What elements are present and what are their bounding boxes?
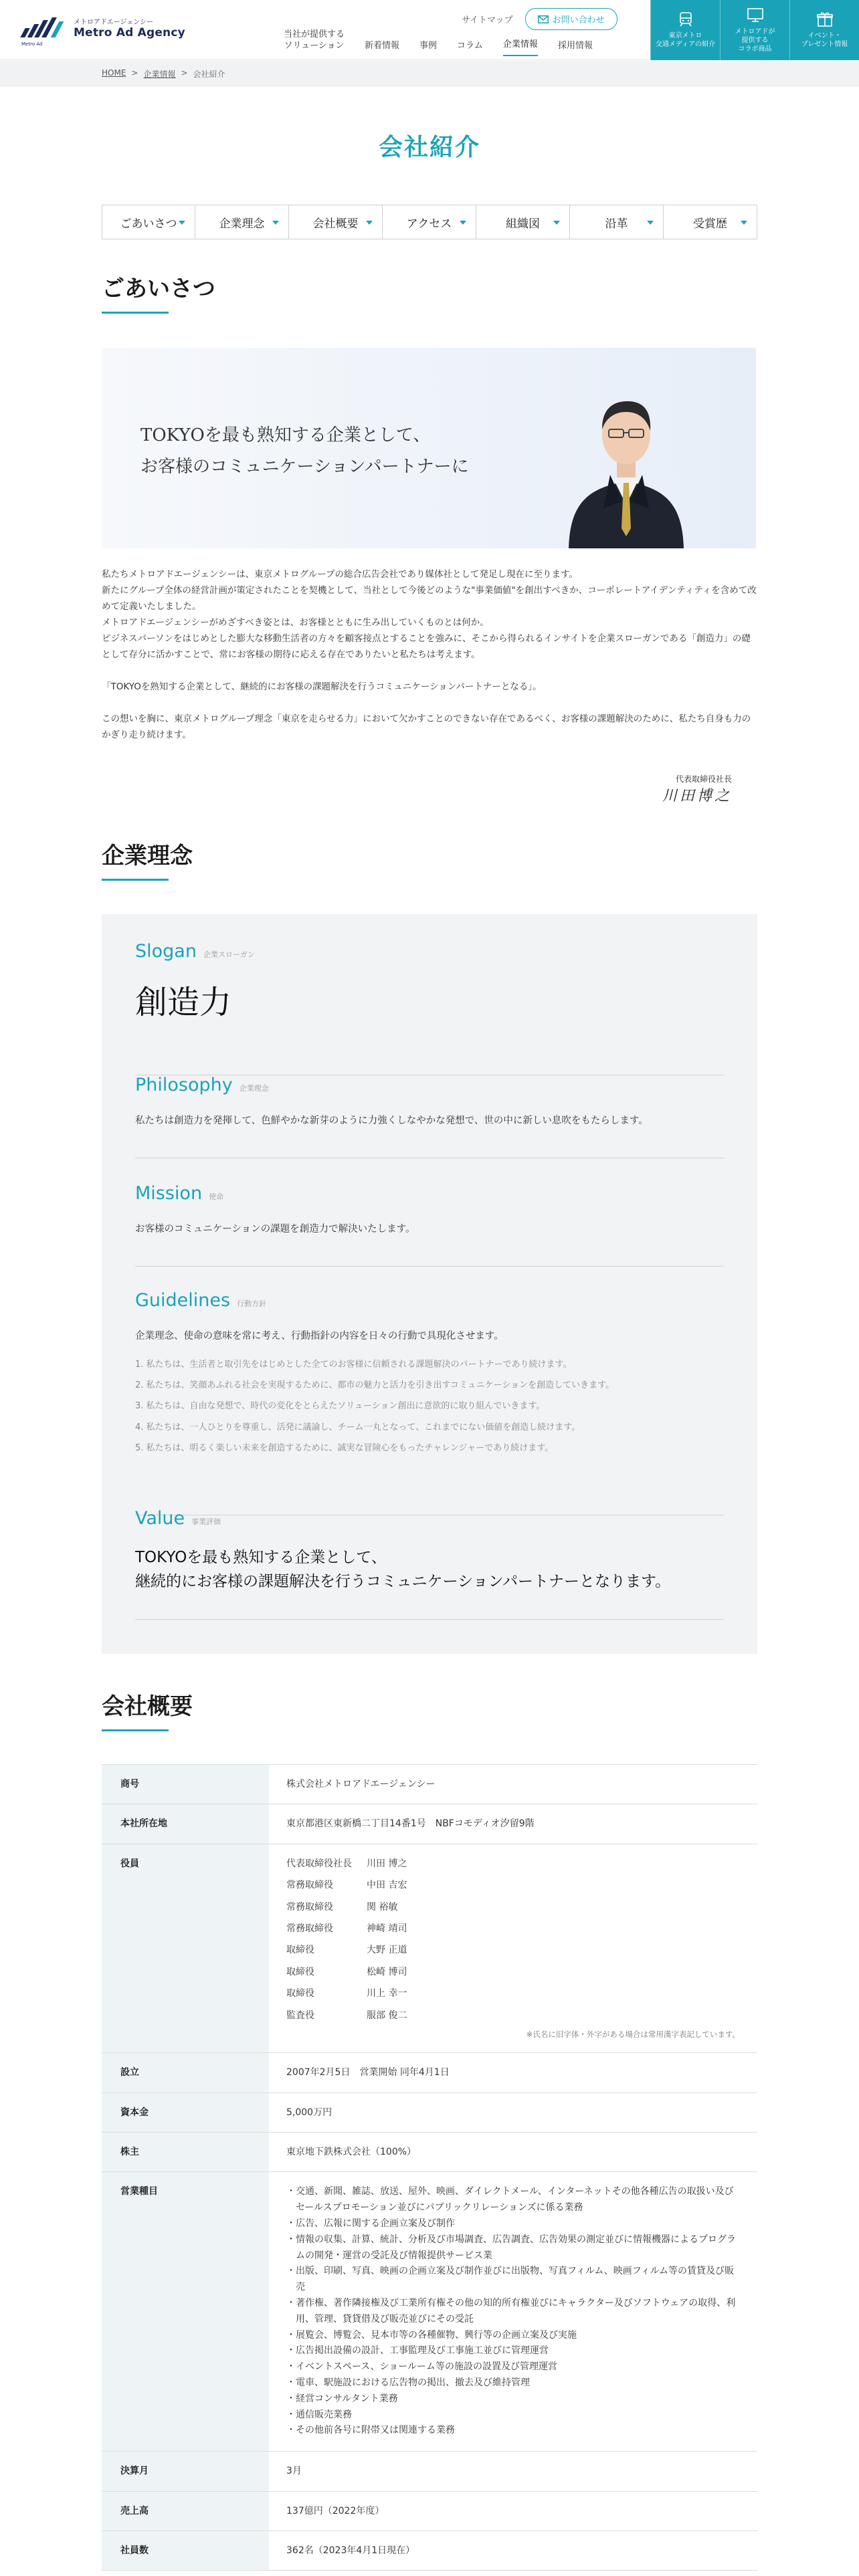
row-value: 3月 (286, 2466, 302, 2477)
profile-heading (102, 1688, 193, 1721)
officers-list (286, 1856, 740, 2023)
nav-recruit[interactable]: 採用情報 (557, 41, 593, 51)
chevron-down-icon (366, 221, 373, 225)
officer-title: 常務取締役 (286, 1901, 333, 1913)
officer-name: 川田 博之 (367, 1858, 407, 1869)
slogan-block (135, 941, 724, 1023)
greeting-body (102, 566, 757, 743)
table-row (102, 2053, 757, 2092)
table-row (102, 2531, 757, 2571)
signature-role: 代表取締役社長 (676, 774, 733, 784)
gift-icon (816, 11, 834, 27)
list-item: ・通信販売業務 (286, 2409, 352, 2420)
table-row (102, 2172, 757, 2452)
tab-profile[interactable] (289, 205, 383, 239)
officer-name: 神崎 靖司 (367, 1923, 407, 1934)
row-value: 362名（2023年4月1日現在） (286, 2545, 415, 2556)
value-line-2: 継続的にお客様の課題解決を行うコミュニケーションパートナーとなります。 (135, 1572, 671, 1590)
nav-solutions[interactable] (284, 29, 345, 56)
hero-line-1: TOKYOを最も熟知する企業として、 (140, 425, 431, 445)
chevron-down-icon (553, 221, 560, 225)
signature-name: 川田博之 (662, 788, 733, 804)
page-title: 会社紹介 (378, 134, 480, 161)
greeting-paragraph: ビジネスパーソンをはじめとした膨大な移動生活者の方々を顧客接点とすることを強みに、そこから得られるインサイトを企業スローガンである「創造力」の礎として存分に活かすことで、常にお客様の期待に応える存在でありたいと私たちは考えます。 (102, 633, 751, 661)
guidelines-list (135, 1354, 724, 1459)
row-value: 5,000万円 (286, 2107, 332, 2118)
greeting-paragraph: この想いを胸に、東京メトログループ理念「東京を走らせる力」において欠かすことのできない存在であるべく、お客様の課題解決のために、私たち自身も力のかぎり走り続けます。 (102, 714, 751, 741)
greeting-paragraph: 新たにグループ全体の経営計画が策定されたことを契機として、当社として今後どのような"事業価値"を創出すべきか、コーポレートアイデンティティを含めて改めて定義いたしました。 (102, 585, 757, 613)
list-item: ・広告掲出設備の設計、工事監理及び工事施工並びに管理運営 (286, 2345, 549, 2357)
logo-en: Metro Ad Agency (74, 25, 185, 39)
site-logo[interactable] (19, 17, 185, 47)
greeting-hero (102, 348, 756, 548)
list-item: ・交通、新聞、雑誌、放送、屋外、映画、ダイレクトメール、インターネットその他各種広告の取扱い及びセールスプロモーション並びにパブリックリレーションズに係る業務 (286, 2186, 734, 2214)
row-label: 設立 (102, 2053, 269, 2092)
value-line-1: TOKYOを最も熟知する企業として、 (135, 1549, 387, 1566)
heading-underline (102, 879, 169, 881)
quick-event-line1: イベント・ (807, 32, 842, 39)
list-item: ・著作権、著作隣接権及び工業所有権その他の知的所有権並びにキャラクター及びソフトウェアの取得、利用、管理、貸貸借及び販売並びにその受託 (286, 2298, 736, 2325)
officer-title: 取締役 (286, 1966, 314, 1977)
profile-heading-text: 会社概要 (102, 1693, 193, 1720)
guidelines-text: 企業理念、使命の意味を常に考え、行動指針の内容を日々の行動で具現化させます。 (135, 1331, 504, 1341)
chevron-down-icon (272, 221, 279, 225)
value-text (135, 1546, 724, 1594)
officer-name: 松崎 博司 (367, 1966, 407, 1977)
philosophy-text: 私たちは創造力を発揮して、色鮮やかな新芽のように力強くしなやかな発想で、世の中に新しい息吹をもたらします。 (135, 1115, 648, 1126)
business-cell (269, 2172, 757, 2451)
list-item: ・出版、印刷、写真、映画の企画立案及び制作並びに出版物、写真フィルム、映画フィルム等の賃貸及び販売 (286, 2266, 735, 2293)
tab-greeting-label: ごあいさつ (120, 217, 177, 231)
officer-name: 川上 幸一 (367, 1988, 407, 2000)
table-row (102, 2452, 757, 2491)
tab-access[interactable] (383, 205, 476, 239)
president-photo (563, 368, 689, 548)
officers-note: ※氏名に旧字体・外字がある場合は常用漢字表記しています。 (526, 2029, 740, 2039)
sitemap-link[interactable]: サイトマップ (462, 15, 513, 25)
greeting-paragraph: 「TOKYOを熟知する企業として、継続的にお客様の課題解決を行うコミュニケーションパートナーとなる」。 (102, 681, 542, 693)
list-item: 2. 私たちは、笑顔あふれる社会を実現するために、都市の魅力と活力を引き出すコミュニケーションを創造していきます。 (135, 1380, 615, 1391)
guidelines-block (135, 1290, 724, 1459)
chevron-down-icon (647, 221, 654, 225)
officer-name: 服部 俊二 (367, 2010, 407, 2021)
quick-media-line2: 交通メディアの紹介 (655, 41, 716, 48)
nav-column[interactable]: コラム (457, 41, 483, 51)
list-item: ・広告、広報に関する企画立案及び制作 (286, 2218, 455, 2230)
slogan-text: 創造力 (135, 984, 232, 1021)
table-row (102, 2093, 757, 2133)
quick-collab-line2: 提供する (741, 36, 769, 44)
row-label: 社員数 (102, 2531, 269, 2570)
monitor-icon (746, 7, 765, 23)
row-label: 株主 (102, 2133, 269, 2171)
slogan-label-jp: 企業スローガン (203, 950, 255, 959)
heading-underline (102, 1729, 169, 1731)
president-signature (662, 773, 732, 805)
divider (135, 1266, 724, 1267)
table-row (102, 2133, 757, 2172)
company-profile-table (102, 1764, 757, 2571)
list-item: 5. 私たちは、明るく楽しい未来を創造するために、誠実な冒険心をもったチャレンジャーであり続けます。 (135, 1442, 554, 1453)
quick-media-line1: 東京メトロ (668, 32, 702, 39)
contact-label: お問い合わせ (552, 15, 605, 25)
logo-sub-text: Metro Ad (21, 41, 43, 47)
quick-link-event[interactable] (789, 0, 859, 60)
list-item: ・情報の収集、計算、統計、分析及び市場調査、広告調査、広告効果の測定並びに情報機器によるプログラムの開発・運営の受託及び情報提供サービス業 (286, 2234, 736, 2261)
tab-greeting[interactable] (102, 205, 195, 239)
greeting-paragraph: 私たちメトロアドエージェンシーは、東京メトログループの総合広告会社であり媒体社として発足し現在に至ります。 (102, 569, 578, 580)
row-value: 東京地下鉄株式会社（100%） (286, 2147, 417, 2158)
guidelines-label-jp: 行動方針 (237, 1299, 267, 1308)
officers-cell (269, 1844, 757, 2053)
table-row (102, 1765, 757, 1804)
chevron-down-icon (179, 221, 185, 225)
philosophy-heading-text: 企業理念 (102, 843, 193, 869)
tab-profile-label: 会社概要 (312, 217, 359, 231)
greeting-heading-text: ごあいさつ (102, 276, 215, 302)
nav-company[interactable]: 企業情報 (503, 39, 538, 56)
nav-solutions-line2: ソリューション (284, 41, 345, 51)
row-label: 役員 (102, 1844, 269, 2053)
officer-title: 取締役 (286, 1945, 314, 1956)
philosophy-block (135, 1075, 724, 1127)
list-item: 1. 私たちは、生活者と取引先をはじめとした全てのお客様に信頼される課題解決のパートナーであり続けます。 (135, 1360, 572, 1370)
philosophy-label-jp: 企業理念 (239, 1084, 269, 1093)
tab-awards[interactable] (664, 205, 757, 239)
business-list (286, 2184, 740, 2439)
row-label: 営業種目 (102, 2172, 269, 2451)
philosophy-panel (102, 914, 757, 1654)
tab-philosophy[interactable] (195, 205, 289, 239)
quick-links (650, 0, 859, 60)
row-label: 本社所在地 (102, 1804, 269, 1843)
section-tabs (102, 205, 757, 239)
chevron-down-icon (460, 221, 466, 225)
mail-icon (538, 15, 549, 23)
train-media-icon (676, 11, 695, 27)
row-value: 137億円（2022年度） (286, 2505, 385, 2516)
list-item: 3. 私たちは、自由な発想で、時代の変化をとらえたソリューション創出に意欲的に取り組んでいきます。 (135, 1401, 545, 1412)
greeting-paragraph: メトロアドエージェンシーがめざすべき姿とは、お客様とともに生み出していくものとは何か。 (102, 617, 489, 629)
philosophy-label-en: Philosophy (135, 1075, 233, 1095)
row-label: 資本金 (102, 2093, 269, 2132)
list-item: ・その他前各号に附帯又は関連する業務 (286, 2425, 455, 2436)
contact-button[interactable] (525, 8, 617, 30)
philosophy-heading (102, 837, 193, 870)
officer-name: 大野 正道 (367, 1945, 407, 1956)
divider (135, 1619, 724, 1620)
list-item: 4. 私たちは、一人ひとりを尊重し、活発に議論し、チーム一丸となって、これまでにない価値を創造し続けます。 (135, 1422, 581, 1432)
list-item: ・経営コンサルタント業務 (286, 2393, 398, 2404)
officer-title: 代表取締役社長 (286, 1858, 352, 1869)
tab-organization[interactable] (476, 205, 570, 239)
quick-link-collab[interactable] (720, 0, 789, 60)
nav-solutions-line1: 当社が提供する (284, 29, 345, 40)
quick-collab-line3: コラボ商品 (738, 45, 772, 53)
breadcrumb-home[interactable]: HOME (102, 68, 126, 78)
slogan-label-en: Slogan (135, 941, 197, 962)
value-label-en: Value (135, 1508, 185, 1529)
hero-copy (140, 420, 469, 483)
nav-news[interactable]: 新着情報 (365, 41, 400, 51)
table-row (102, 1844, 757, 2054)
list-item: ・電車、駅施設における広告物の掲出、撤去及び維持管理 (286, 2377, 530, 2389)
hero-line-2: お客様のコミュニケーションパートナーに (140, 456, 469, 477)
quick-collab-line1: メトロアドが (735, 27, 775, 35)
row-value: 株式会社メトロアドエージェンシー (286, 1779, 436, 1790)
tab-history[interactable] (570, 205, 664, 239)
officer-name: 中田 吉宏 (367, 1880, 407, 1891)
value-block (135, 1508, 724, 1594)
officer-title: 常務取締役 (286, 1923, 333, 1934)
tab-history-label: 沿革 (605, 217, 628, 231)
tab-organization-label: 組織図 (506, 217, 540, 231)
row-label: 売上高 (102, 2492, 269, 2531)
breadcrumb (102, 68, 225, 80)
site-header (0, 0, 859, 60)
breadcrumb-current: 会社紹介 (193, 70, 225, 79)
officer-title: 常務取締役 (286, 1880, 333, 1891)
officer-name: 関 裕敏 (367, 1901, 398, 1913)
breadcrumb-parent[interactable]: 企業情報 (143, 70, 176, 79)
officer-title: 監査役 (286, 2010, 314, 2021)
logo-mark-icon (19, 17, 68, 47)
breadcrumb-bar (0, 61, 859, 86)
list-item: ・イベントスペース、ショールーム等の施設の設置及び管理運営 (286, 2361, 558, 2373)
table-row (102, 1804, 757, 1844)
tab-philosophy-label: 企業理念 (219, 217, 265, 231)
row-value: 2007年2月5日 営業開始 同年4月1日 (286, 2067, 450, 2078)
guidelines-label-en: Guidelines (135, 1290, 231, 1311)
chevron-down-icon (741, 221, 747, 225)
greeting-heading (102, 270, 215, 303)
quick-event-line2: プレゼント情報 (801, 41, 848, 48)
list-item: ・展覧会、博覧会、見本市等の各種催物、興行等の企画立案及び実施 (286, 2329, 577, 2341)
global-nav (284, 29, 593, 56)
breadcrumb-separator: > (181, 68, 188, 78)
quick-link-media[interactable] (650, 0, 720, 60)
table-row (102, 2492, 757, 2531)
tab-awards-label: 受賞歴 (693, 217, 727, 231)
row-label: 商号 (102, 1765, 269, 1804)
row-value: 東京都港区東新橋二丁目14番1号 NBFコモディオ汐留9階 (286, 1818, 535, 1830)
mission-block (135, 1183, 724, 1235)
value-label-jp: 事業評価 (191, 1517, 221, 1526)
tab-access-label: アクセス (406, 217, 452, 231)
mission-text: お客様のコミュニケーションの課題を創造力で解決いたします。 (135, 1224, 415, 1235)
mission-label-jp: 使命 (209, 1192, 224, 1201)
heading-underline (102, 312, 169, 314)
nav-cases[interactable]: 事例 (419, 41, 438, 51)
officer-title: 取締役 (286, 1988, 314, 2000)
mission-label-en: Mission (135, 1183, 203, 1204)
breadcrumb-separator: > (131, 68, 138, 78)
utility-nav (462, 8, 617, 30)
row-label: 決算月 (102, 2452, 269, 2490)
logo-jp: メトロアドエージェンシー (74, 19, 153, 27)
